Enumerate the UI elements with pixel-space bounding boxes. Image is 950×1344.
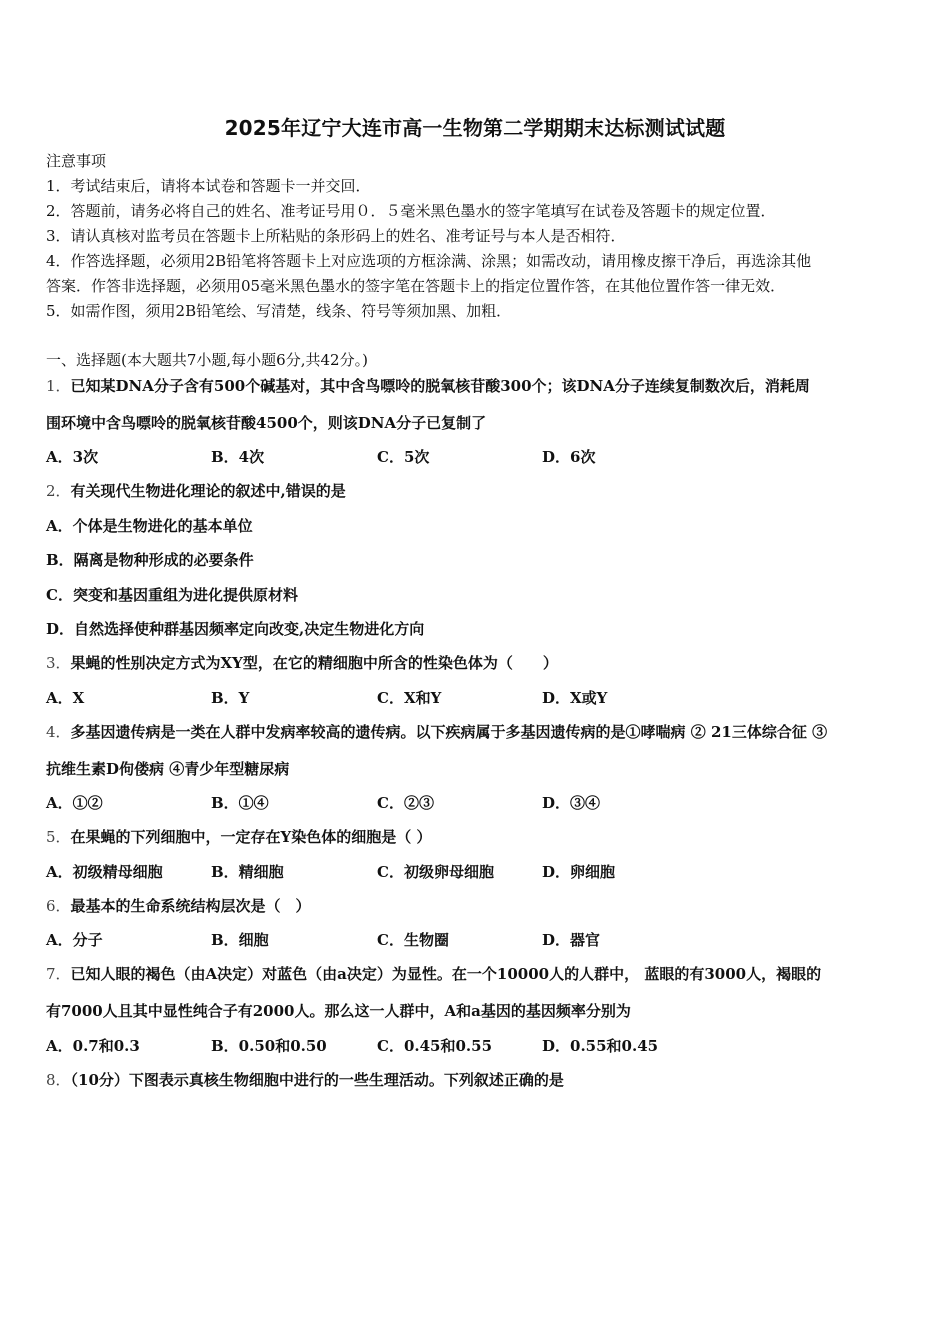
option-d[interactable]: D．X或Y bbox=[542, 689, 608, 707]
option-d[interactable]: D．卵细胞 bbox=[542, 863, 616, 881]
option-a[interactable]: A．初级精母细胞 bbox=[46, 863, 163, 881]
option-d[interactable]: D．器官 bbox=[542, 931, 601, 949]
question-number: 5． bbox=[46, 828, 71, 846]
option-d[interactable]: D．自然选择使种群基因频率定向改变,决定生物进化方向 bbox=[46, 620, 425, 638]
option-b[interactable]: B．Y bbox=[211, 689, 250, 707]
question-4-line-1: 4．多基因遗传病是一类在人群中发病率较高的遗传病。以下疾病属于多基因遗传病的是①哮喘病 ② 21三体综合征 ③ bbox=[46, 723, 828, 741]
option-b[interactable]: B．①④ bbox=[211, 794, 269, 812]
question-number: 8． bbox=[46, 1071, 71, 1089]
notice-item: 4．作答选择题，必须用2B铅笔将答题卡上对应选项的方框涂满、涂黑；如需改动，请用橡皮擦干净后，再选涂其他 bbox=[46, 252, 812, 270]
option-c[interactable]: C．②③ bbox=[377, 794, 434, 812]
option-b[interactable]: B．隔离是物种形成的必要条件 bbox=[46, 551, 254, 569]
option-b[interactable]: B．0.50和0.50 bbox=[211, 1037, 327, 1055]
option-a[interactable]: A．①② bbox=[46, 794, 103, 812]
question-number: 4． bbox=[46, 723, 71, 741]
question-1-line-1: 1．已知某DNA分子含有500个碱基对，其中含鸟嘌呤的脱氧核苷酸300个；该DNA分子连续复制数次后，消耗周 bbox=[46, 377, 810, 395]
question-number: 6． bbox=[46, 897, 71, 915]
option-a[interactable]: A．X bbox=[46, 689, 85, 707]
notice-heading: 注意事项 bbox=[46, 152, 107, 170]
notice-item: 2．答题前，请务必将自己的姓名、准考证号用０．５毫米黑色墨水的签字笔填写在试卷及答题卡的规定位置． bbox=[46, 202, 776, 220]
notice-item: 3．请认真核对监考员在答题卡上所粘贴的条形码上的姓名、准考证号与本人是否相符． bbox=[46, 227, 626, 245]
question-2-line-1: 2．有关现代生物进化理论的叙述中,错误的是 bbox=[46, 482, 346, 500]
option-d[interactable]: D．0.55和0.45 bbox=[542, 1037, 659, 1055]
question-number: 3． bbox=[46, 654, 71, 672]
option-b[interactable]: B．4次 bbox=[211, 448, 265, 466]
option-c[interactable]: C．生物圈 bbox=[377, 931, 449, 949]
option-c[interactable]: C．X和Y bbox=[377, 689, 442, 707]
notice-item: 5．如需作图，须用2B铅笔绘、写清楚，线条、符号等须加黑、加粗． bbox=[46, 302, 512, 320]
option-a[interactable]: A．个体是生物进化的基本单位 bbox=[46, 517, 253, 535]
option-a[interactable]: A．3次 bbox=[46, 448, 99, 466]
question-5-line-1: 5．在果蝇的下列细胞中，一定存在Y染色体的细胞是（ ） bbox=[46, 828, 432, 846]
notice-item: 答案．作答非选择题，必须用05毫米黑色墨水的签字笔在答题卡上的指定位置作答，在其他位置作答一律无效． bbox=[46, 277, 786, 295]
question-7-line-2: 有7000人且其中显性纯合子有2000人。那么这一人群中，A和a基因的基因频率分别为 bbox=[46, 1002, 631, 1020]
question-4-line-2: 抗维生素D佝偻病 ④青少年型糖尿病 bbox=[46, 760, 290, 778]
option-d[interactable]: D．6次 bbox=[542, 448, 596, 466]
question-3-line-1: 3．果蝇的性别决定方式为XY型，在它的精细胞中所含的性染色体为（ ） bbox=[46, 654, 558, 672]
option-d[interactable]: D．③④ bbox=[542, 794, 601, 812]
question-number: 2． bbox=[46, 482, 71, 500]
option-c[interactable]: C．5次 bbox=[377, 448, 430, 466]
page-title: 2025年辽宁大连市高一生物第二学期期末达标测试试题 bbox=[224, 116, 726, 140]
option-a[interactable]: A．0.7和0.3 bbox=[46, 1037, 140, 1055]
option-c[interactable]: C．初级卵母细胞 bbox=[377, 863, 494, 881]
option-a[interactable]: A．分子 bbox=[46, 931, 103, 949]
option-b[interactable]: B．精细胞 bbox=[211, 863, 284, 881]
question-6-line-1: 6．最基本的生命系统结构层次是（ ） bbox=[46, 897, 311, 915]
option-c[interactable]: C．0.45和0.55 bbox=[377, 1037, 493, 1055]
notice-item: 1．考试结束后，请将本试卷和答题卡一并交回． bbox=[46, 177, 371, 195]
option-b[interactable]: B．细胞 bbox=[211, 931, 269, 949]
question-8-line-1: 8．（10分）下图表示真核生物细胞中进行的一些生理活动。下列叙述正确的是 bbox=[46, 1071, 564, 1089]
option-c[interactable]: C．突变和基因重组为进化提供原材料 bbox=[46, 586, 298, 604]
question-number: 1． bbox=[46, 377, 71, 395]
question-number: 7． bbox=[46, 965, 71, 983]
section-heading: 一、选择题(本大题共7小题,每小题6分,共42分。) bbox=[46, 351, 368, 369]
question-1-line-2: 围环境中含鸟嘌呤的脱氧核苷酸4500个，则该DNA分子已复制了 bbox=[46, 414, 487, 432]
question-7-line-1: 7．已知人眼的褐色（由A决定）对蓝色（由a决定）为显性。在一个10000人的人群中， 蓝眼的有3000人，褐眼的 bbox=[46, 965, 822, 983]
